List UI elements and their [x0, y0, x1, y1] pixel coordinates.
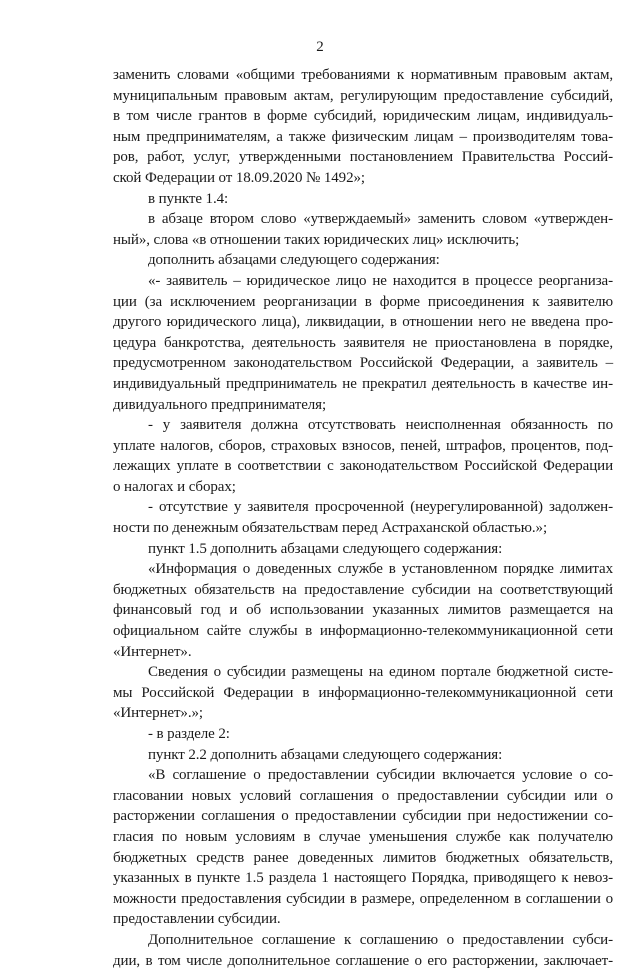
text-line: ции (за исключением реорганизации в форме присоединения к заявителю — [113, 293, 613, 310]
text-line: указанных в пункте 1.5 раздела 1 настоящего Порядка, приводящего к невоз- — [113, 870, 613, 887]
text-line: в том числе грантов в форме субсидий, юридическим лицам, индивидуаль- — [113, 108, 613, 125]
text-line: ской Федерации от 18.09.2020 № 1492»; — [113, 169, 365, 186]
text-line: «- заявитель – юридическое лицо не находится в процессе реорганиза- — [148, 272, 613, 289]
text-line: «В соглашение о предоставлении субсидии включается условие о со- — [148, 767, 613, 784]
text-line: «Интернет».»; — [113, 705, 203, 722]
text-line: муниципальным правовым актам, регулирующим предоставление субсидий, — [113, 87, 613, 104]
text-line: официальном сайте службы в информационно-телекоммуникационной сети — [113, 623, 613, 640]
text-line: бюджетных обязательств на предоставление субсидии на соответствующий — [113, 581, 613, 598]
text-line: цедура банкротства, деятельность заявителя не приостановлена в порядке, — [113, 334, 613, 351]
text-line: заменить словами «общими требованиями к нормативным правовым актам, — [113, 67, 613, 83]
text-line: гласовании новых условий соглашения о предоставлении субсидии или о — [113, 787, 613, 804]
page-number: 2 — [316, 39, 324, 55]
text-line: дивидуального предпринимателя; — [113, 396, 327, 413]
text-line: ров, работ, услуг, утвержденными постановлением Правительства Россий- — [113, 149, 613, 166]
text-line: Сведения о субсидии размещены на едином портале бюджетной систе- — [148, 664, 613, 681]
text-line: «Интернет». — [113, 643, 192, 660]
text-line: уплате налогов, сборов, страховых взносов, пеней, штрафов, процентов, под- — [113, 437, 613, 454]
text-line: гласия по новым условиям в случае уменьшения службе как получателю — [113, 828, 613, 845]
text-line: индивидуальный предприниматель не прекратил деятельность в качестве ин- — [113, 375, 613, 392]
text-line: мы Российской Федерации в информационно-телекоммуникационной сети — [113, 684, 613, 701]
text-line: пункт 1.5 дополнить абзацами следующего содержания: — [148, 540, 503, 557]
text-line: предусмотренном законодательством Российской Федерации, а заявитель – — [113, 355, 613, 372]
text-line: Дополнительное соглашение к соглашению о предоставлении субси- — [148, 931, 613, 948]
text-line: «Информация о доведенных службе в установленном порядке лимитах — [148, 561, 613, 578]
text-line: дии, в том числе дополнительное соглашение о его расторжении, заключает- — [113, 952, 613, 969]
text-line: другого юридического лица), ликвидации, в отношении него не введена про- — [113, 314, 613, 331]
text-line: в абзаце втором слово «утверждаемый» заменить словом «утвержден- — [148, 211, 613, 228]
text-line: ный», слова «в отношении таких юридических лиц» исключить; — [113, 231, 520, 248]
text-line: можности предоставления субсидии в размере, определенном в соглашении о — [113, 890, 613, 907]
text-line: дополнить абзацами следующего содержания: — [148, 252, 440, 269]
text-line: расторжении соглашения о предоставлении субсидии при недостижении со- — [113, 808, 613, 825]
text-line: бюджетных средств ранее доведенных лимитов бюджетных обязательств, — [113, 849, 613, 866]
text-line: ным предпринимателям, а также физическим лицам – производителям това- — [113, 128, 613, 145]
text-line: ности по денежным обязательствам перед Астраханской областью.»; — [113, 520, 548, 537]
document-body — [113, 65, 613, 971]
text-line: в пункте 1.4: — [148, 190, 229, 207]
text-line: - в разделе 2: — [148, 726, 230, 742]
text-line: - отсутствие у заявителя просроченной (неурегулированной) задолжен- — [148, 499, 613, 516]
text-line: - у заявителя должна отсутствовать неисполненная обязанность по — [148, 417, 613, 434]
text-line: о налогах и сборах; — [113, 478, 236, 495]
text-line: финансовый год и об использовании указанных лимитов размещается на — [113, 602, 613, 619]
text-line: лежащих уплате в соответствии с законодательством Российской Федерации — [113, 458, 613, 475]
text-line: предоставлении субсидии. — [113, 911, 281, 928]
text-line: пункт 2.2 дополнить абзацами следующего содержания: — [148, 746, 503, 763]
